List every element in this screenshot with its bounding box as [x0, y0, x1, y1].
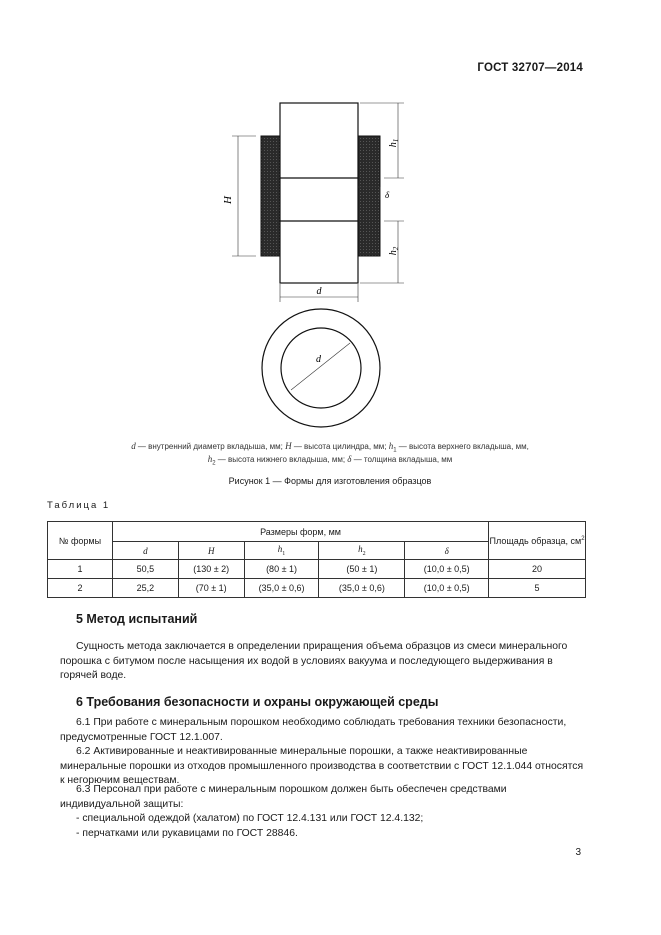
legend-part: h — [388, 441, 394, 451]
label-d-ring: d — [316, 354, 321, 365]
legend-part: — высота цилиндра, мм; — [291, 442, 389, 451]
header-delta: δ — [405, 542, 489, 560]
label-H: H — [222, 196, 234, 204]
section6-p1: 6.1 При работе с минеральным порошком необходимо соблюдать требования техники безопасности, предусмотренные ГОСТ 12.1.007. — [60, 717, 567, 743]
header-form-number: № формы — [48, 522, 113, 560]
header-h2: $h_2$ — [319, 542, 405, 560]
legend-part: — толщина вкладыша, мм — [351, 455, 453, 464]
forms-table — [47, 521, 586, 598]
legend-part: d — [131, 441, 136, 451]
legend-part: 1 — [393, 447, 397, 454]
legend-part: — высота нижнего вкладыша, мм; — [215, 455, 348, 464]
table-title: Таблица 1 — [47, 500, 111, 511]
section5-heading: 5 Метод испытаний — [76, 612, 198, 626]
table-row: 2 25,2 (70 ± 1) (35,0 ± 0,6) (35,0 ± 0,6) (10,0 ± 0,5) 5 — [48, 579, 586, 598]
figure-molds-drawing — [0, 0, 661, 440]
section6-p3: 6.3 Персонал при работе с минеральным порошком должен быть обеспечен средствами индивидуальной защиты: — [60, 784, 507, 810]
header-sample-area: Площадь образца, $см^2$ — [489, 522, 586, 560]
section6-heading: 6 Требования безопасности и охраны окружающей среды — [76, 695, 439, 709]
legend-part: δ — [347, 454, 352, 464]
label-d-bottom: d — [316, 286, 322, 297]
section6-list-item-1: - специальной одеждой (халатом) по ГОСТ 12.4.131 или ГОСТ 12.4.132; — [76, 813, 424, 824]
figure-caption: Рисунок 1 — Формы для изготовления образцов — [228, 476, 432, 486]
legend-part: h — [207, 454, 213, 464]
legend-part: 2 — [212, 460, 216, 467]
label-delta: δ — [385, 190, 390, 200]
section6-list-item-2: - перчатками или рукавицами по ГОСТ 28846. — [76, 828, 298, 839]
document-code: ГОСТ 32707—2014 — [477, 62, 583, 74]
cylinder-body — [280, 103, 358, 283]
legend-part: — высота верхнего вкладыша, мм, — [396, 442, 529, 451]
figure-legend-line2 — [60, 453, 600, 471]
header-H: H — [178, 542, 244, 560]
section6-p2: 6.2 Активированные и неактивированные минеральные порошки, а также неактивированные минеральные порошки из отходов промышленного производства в соответствии с ГОСТ 12.1.044 относятся к негорючим веществам. — [60, 746, 584, 786]
header-d: d — [112, 542, 178, 560]
legend-part: — внутренний диаметр вкладыша, мм; — [135, 442, 286, 451]
right-jacket — [358, 136, 380, 256]
page-number: 3 — [575, 847, 581, 858]
header-form-sizes: Размеры форм, мм — [112, 522, 488, 542]
label-h1: $h_1$ — [388, 138, 400, 148]
section5-text: Сущность метода заключается в определении приращения объема образцов из смеси минерального порошка с битумом после насыщения их водой в условиях вакуума и последующего выдерживания в горячей воде. — [60, 641, 568, 681]
table-row: 1 50,5 (130 ± 2) (80 ± 1) (50 ± 1) (10,0 ± 0,5) 20 — [48, 560, 586, 579]
label-h2: $h_2$ — [388, 246, 400, 256]
left-jacket — [261, 136, 280, 256]
header-h1: $h_1$ — [244, 542, 319, 560]
legend-part: H — [285, 441, 292, 451]
ring-inner — [281, 328, 361, 408]
